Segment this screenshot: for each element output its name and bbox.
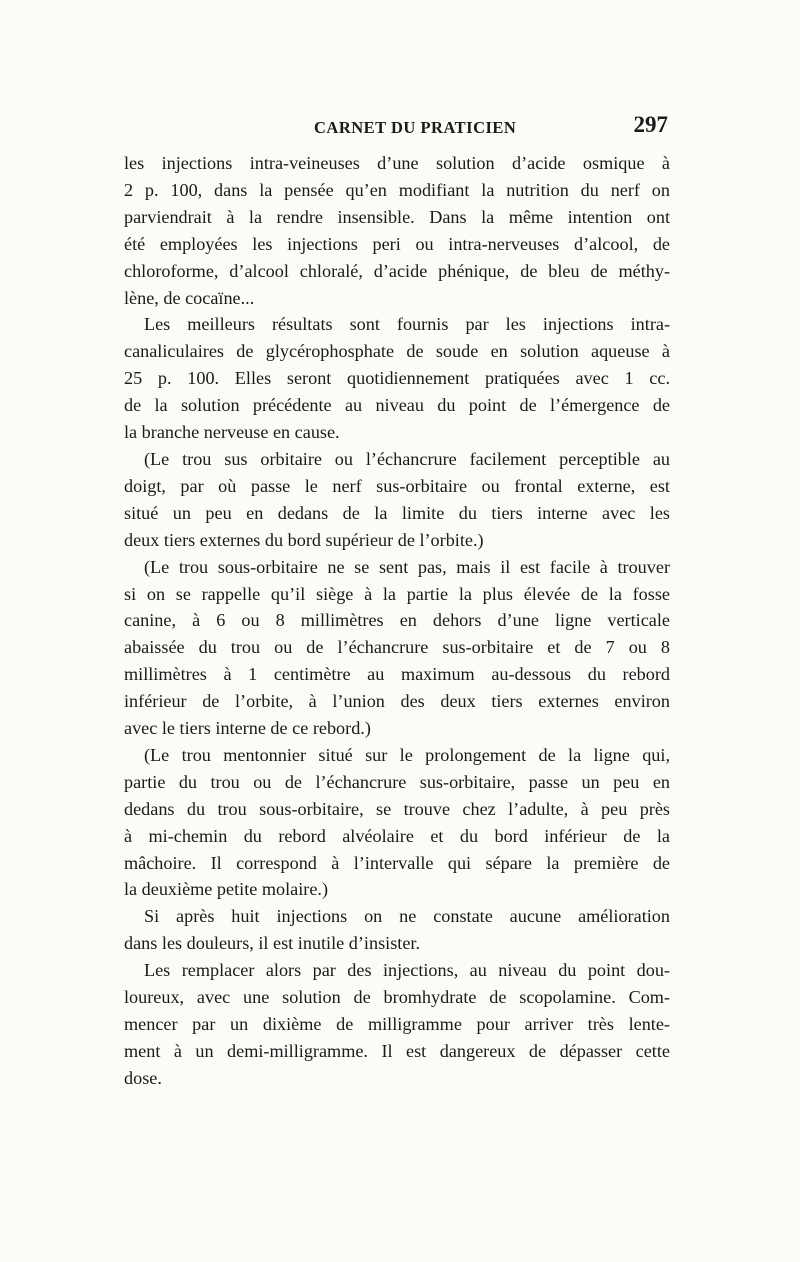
text-line: ment à un demi-milligramme. Il est dangereux de dépasser cette [124, 1040, 670, 1061]
text-line: situé un peu en dedans de la limite du tiers interne avec les [124, 502, 670, 523]
text-line: loureux, avec une solution de bromhydrate de scopolamine. Com- [124, 987, 670, 1008]
text-line: doigt, par où passe le nerf sus-orbitaire ou frontal externe, est [124, 475, 670, 496]
text-line: inférieur de l’orbite, à l’union des deux tiers externes environ [124, 691, 670, 712]
text-line: été employées les injections peri ou intra-nerveuses d’alcool, de [124, 233, 670, 254]
text-line: canaliculaires de glycérophosphate de soude en solution aqueuse à [124, 341, 670, 362]
text-line: partie du trou ou de l’échancrure sus-orbitaire, passe un peu en [124, 771, 670, 792]
text-line: avec le tiers interne de ce rebord.) [124, 718, 371, 739]
text-line: deux tiers externes du bord supérieur de l’orbite.) [124, 529, 484, 550]
text-line: dans les douleurs, il est inutile d’insister. [124, 933, 421, 954]
text-line: la branche nerveuse en cause. [124, 422, 340, 443]
text-line: les injections intra-veineuses d’une solution d’acide osmique à [124, 153, 670, 173]
text-line: lène, de cocaïne... [124, 287, 255, 308]
text-line: de la solution précédente au niveau du point de l’émergence de [124, 395, 670, 416]
text-line: Si après huit injections on ne constate aucune amélioration [144, 906, 670, 927]
text-line: Les meilleurs résultats sont fournis par les injections intra- [144, 314, 670, 335]
text-line: dose. [124, 1067, 162, 1088]
text-line: mâchoire. Il correspond à l’intervalle qui sépare la première de [124, 852, 670, 873]
text-line: 2 p. 100, dans la pensée qu’en modifiant la nutrition du nerf on [124, 179, 670, 200]
text-line: abaissée du trou ou de l’échancrure sus-orbitaire et de 7 ou 8 [124, 637, 670, 658]
text-line: 25 p. 100. Elles seront quotidiennement pratiquées avec 1 cc. [124, 368, 670, 389]
page-number: 297 [633, 112, 668, 137]
text-line: (Le trou mentonnier situé sur le prolongement de la ligne qui, [144, 744, 670, 765]
text-line: (Le trou sous-orbitaire ne se sent pas, mais il est facile à trouver [144, 556, 670, 577]
text-line: (Le trou sus orbitaire ou l’échancrure facilement perceptible au [144, 448, 670, 469]
text-line: canine, à 6 ou 8 millimètres en dehors d’une ligne verticale [124, 610, 670, 631]
text-line: millimètres à 1 centimètre au maximum au-dessous du rebord [124, 664, 670, 685]
text-line: Les remplacer alors par des injections, au niveau du point dou- [144, 960, 670, 981]
text-line: dedans du trou sous-orbitaire, se trouve chez l’adulte, à peu près [124, 798, 670, 819]
text-line: à mi-chemin du rebord alvéolaire et du bord inférieur de la [124, 825, 670, 846]
text-line: chloroforme, d’alcool chloralé, d’acide phénique, de bleu de méthy- [124, 260, 670, 281]
page-header [124, 112, 668, 142]
text-line: la deuxième petite molaire.) [124, 879, 329, 900]
text-line: parviendrait à la rendre insensible. Dans la même intention ont [124, 206, 670, 227]
text-line: si on se rappelle qu’il siège à la partie la plus élevée de la fosse [124, 583, 670, 604]
running-title: CARNET DU PRATICIEN [314, 118, 517, 137]
text-line: mencer par un dixième de milligramme pour arriver très lente- [124, 1014, 670, 1034]
body-text [124, 150, 670, 1092]
